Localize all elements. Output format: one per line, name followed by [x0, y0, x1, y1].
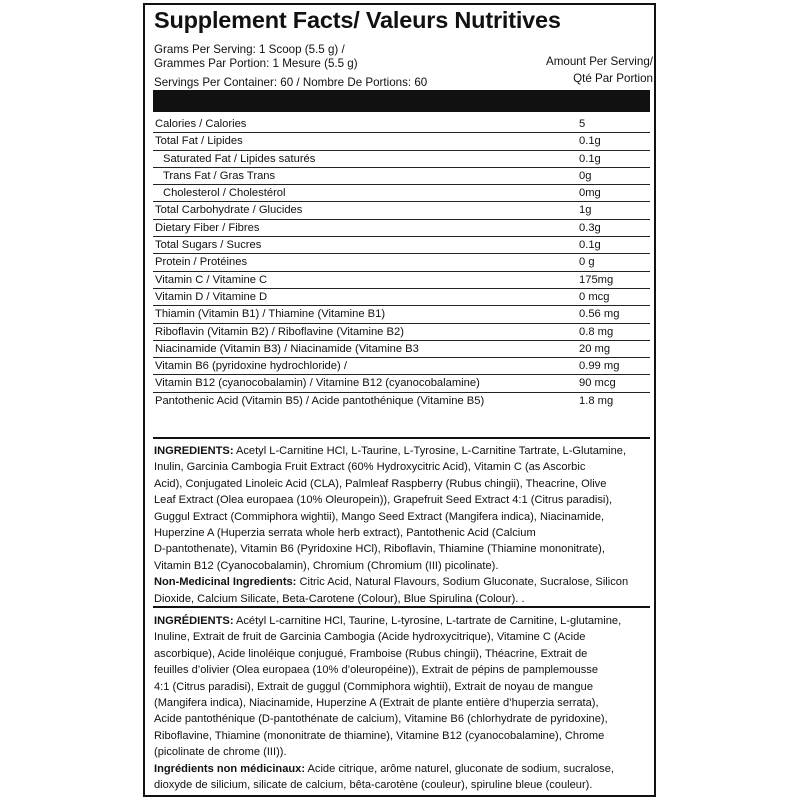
- nutrient-value: 0 mcg: [579, 290, 610, 303]
- servings-per-container: Servings Per Container: 60 / Nombre De Portions: 60: [154, 76, 428, 89]
- nutrient-value: 0.3g: [579, 221, 601, 234]
- supplement-facts-panel: [143, 3, 656, 797]
- section-divider: [153, 437, 650, 439]
- nutrient-name: Trans Fat / Gras Trans: [163, 169, 276, 182]
- ingredients-line: ascorbique), Acide linoléique conjugué, Framboise (Rubus chingii), Théacrine, Extrait de: [154, 647, 588, 660]
- nutrient-name: Total Fat / Lipides: [155, 135, 243, 148]
- nutrient-name: Total Carbohydrate / Glucides: [155, 204, 303, 217]
- nutrient-name: Pantothenic Acid (Vitamin B5) / Acide pantothénique (Vitamine B5): [155, 394, 485, 407]
- nonmedicinal-text: Acide citrique, arôme naturel, gluconate de sodium, sucralose,: [305, 762, 614, 775]
- ingredients-label: INGREDIENTS:: [154, 445, 234, 457]
- nutrient-name: Niacinamide (Vitamin B3) / Niacinamide (Vitamine B3: [155, 342, 419, 355]
- nutrient-name: Vitamin C / Vitamine C: [155, 273, 268, 286]
- nutrient-name: Thiamin (Vitamin B1) / Thiamine (Vitamine B1): [155, 308, 386, 321]
- nutrient-name: Dietary Fiber / Fibres: [155, 221, 260, 234]
- amount-header-line2: Qté Par Portion: [573, 72, 653, 85]
- ingredients-english: [154, 443, 652, 607]
- nutrient-row: [153, 237, 650, 254]
- nutrient-row: [153, 375, 650, 392]
- ingredients-line: [154, 443, 652, 459]
- nutrient-name: Vitamin B6 (pyridoxine hydrochloride) /: [155, 360, 347, 373]
- nutrient-table: [153, 116, 650, 410]
- ingredients-text: Acetyl L-Carnitine HCl, L-Taurine, L-Tyrosine, L-Carnitine Tartrate, L-Glutamine,: [233, 445, 627, 457]
- nutrient-value: 90 mcg: [579, 377, 616, 390]
- nutrient-row: [153, 202, 650, 219]
- nutrient-row: [153, 133, 650, 150]
- nutrient-row: [153, 151, 650, 168]
- ingredients-line: Acid), Conjugated Linoleic Acid (CLA), Palmleaf Raspberry (Rubus chingii), Theacrine, Olive: [154, 477, 607, 490]
- nutrient-name: Vitamin D / Vitamine D: [155, 290, 268, 303]
- nonmedicinal-line: [154, 574, 652, 590]
- nutrient-row: [153, 341, 650, 358]
- nutrient-name: Vitamin B12 (cyanocobalamin) / Vitamine B12 (cyanocobalamine): [155, 377, 480, 390]
- nutrient-value: 175mg: [579, 273, 614, 286]
- ingredients-line: Riboflavine, Thiamine (mononitrate de thiamine), Vitamine B12 (cyanocobalamine), Chrome: [154, 729, 605, 742]
- nutrient-name: Saturated Fat / Lipides saturés: [163, 152, 316, 165]
- nutrient-value: 0.99 mg: [579, 360, 620, 373]
- ingredients-french: [154, 613, 652, 793]
- nutrient-row: [153, 116, 650, 133]
- nutrient-value: 0 g: [579, 256, 595, 269]
- nutrient-value: 1.8 mg: [579, 394, 614, 407]
- nutrient-row: [153, 185, 650, 202]
- ingredients-line: Leaf Extract (Olea europaea (10% Oleuropein)), Grapefruit Seed Extract 4:1 (Citrus paradisi),: [154, 494, 613, 507]
- nutrient-value: 0.1g: [579, 152, 601, 165]
- header-black-bar: [153, 90, 650, 112]
- nutrient-row: [153, 168, 650, 185]
- nonmedicinal-label: Ingrédients non médicinaux:: [154, 762, 306, 775]
- ingredients-line: Acide pantothénique (D-pantothénate de calcium), Vitamine B6 (chlorhydrate de pyridoxine),: [154, 713, 608, 726]
- nutrient-value: 1g: [579, 204, 592, 217]
- nonmedicinal-text: Citric Acid, Natural Flavours, Sodium Gluconate, Sucralose, Silicon: [296, 576, 629, 589]
- ingredients-line: Guggul Extract (Commiphora wightii), Mango Seed Extract (Mangifera indica), Niacinamide,: [154, 510, 605, 523]
- nonmedicinal-line: [154, 761, 652, 777]
- ingredients-line: (picolinate de chrome (III)).: [154, 746, 287, 759]
- nutrient-row: [153, 289, 650, 306]
- nonmedicinal-line: dioxyde de silicium, silicate de calcium, bêta-carotène (couleur), spiruline bleue (couleur).: [154, 778, 593, 791]
- nutrient-value: 0.1g: [579, 135, 601, 148]
- ingredients-line: [154, 613, 652, 629]
- ingredients-label: INGRÉDIENTS:: [154, 615, 234, 627]
- ingredients-line: Inuline, Extrait de fruit de Garcinia Cambogia (Acide hydroxycitrique), Vitamine C (Acide: [154, 631, 586, 644]
- nutrient-value: 0g: [579, 169, 592, 182]
- panel-title: Supplement Facts/ Valeurs Nutritives: [154, 7, 561, 33]
- nutrient-value: 0mg: [579, 187, 601, 200]
- section-divider: [153, 606, 650, 608]
- nutrient-row: [153, 393, 650, 410]
- nutrient-name: Protein / Protéines: [155, 256, 248, 269]
- ingredients-line: (Mangifera indica), Niacinamide, Huperzine A (Extrait de plante entière d’huperzia serrata),: [154, 696, 599, 709]
- nutrient-value: 0.56 mg: [579, 308, 620, 321]
- ingredients-line: 4:1 (Citrus paradisi), Extrait de guggul (Commiphora wightii), Extrait de noyau de mangue: [154, 680, 594, 693]
- amount-header-line1: Amount Per Serving/: [546, 55, 653, 68]
- ingredients-line: Inulin, Garcinia Cambogia Fruit Extract (60% Hydroxycitric Acid), Vitamin C (as Ascorbic: [154, 461, 586, 474]
- nutrient-name: Calories / Calories: [155, 118, 247, 130]
- nutrient-name: Riboflavin (Vitamin B2) / Riboflavine (Vitamine B2): [155, 325, 404, 338]
- ingredients-text: Acétyl L-carnitine HCl, Taurine, L-tyrosine, L-tartrate de Carnitine, L-glutamine,: [233, 615, 622, 627]
- ingredients-line: D-pantothenate), Vitamin B6 (Pyridoxine HCl), Riboflavin, Thiamine (Thiamine mononitrate),: [154, 543, 605, 556]
- nutrient-value: 20 mg: [579, 342, 611, 355]
- nonmedicinal-label: Non-Medicinal Ingredients:: [154, 576, 297, 589]
- nutrient-value: 0.8 mg: [579, 325, 614, 338]
- nutrient-row: [153, 254, 650, 271]
- nonmedicinal-line: Dioxide, Calcium Silicate, Beta-Carotene (Colour), Blue Spirulina (Colour). .: [154, 592, 525, 605]
- ingredients-line: Vitamin B12 (Cyanocobalamin), Chromium (Chromium (III) picolinate).: [154, 559, 499, 572]
- serving-size-fr-line: Grammes Par Portion: 1 Mesure (5.5 g): [154, 57, 358, 70]
- nutrient-value: 0.1g: [579, 239, 601, 252]
- nutrient-row: [153, 220, 650, 237]
- amount-per-serving-header: [505, 53, 653, 87]
- nutrient-value: 5: [579, 118, 586, 130]
- nutrient-row: [153, 324, 650, 341]
- ingredients-line: feuilles d’olivier (Olea europaea (10% d’oleuropéine)), Extrait de pépins de pamplemousse: [154, 664, 598, 677]
- nutrient-row: [153, 272, 650, 289]
- nutrient-row: [153, 306, 650, 323]
- nutrient-name: Total Sugars / Sucres: [155, 239, 262, 252]
- serving-size-line: Grams Per Serving: 1 Scoop (5.5 g) /: [154, 43, 345, 56]
- ingredients-line: Huperzine A (Huperzia serrata whole herb extract), Pantothenic Acid (Calcium: [154, 526, 536, 539]
- nutrient-row: [153, 358, 650, 375]
- nutrient-name: Cholesterol / Cholestérol: [163, 187, 286, 200]
